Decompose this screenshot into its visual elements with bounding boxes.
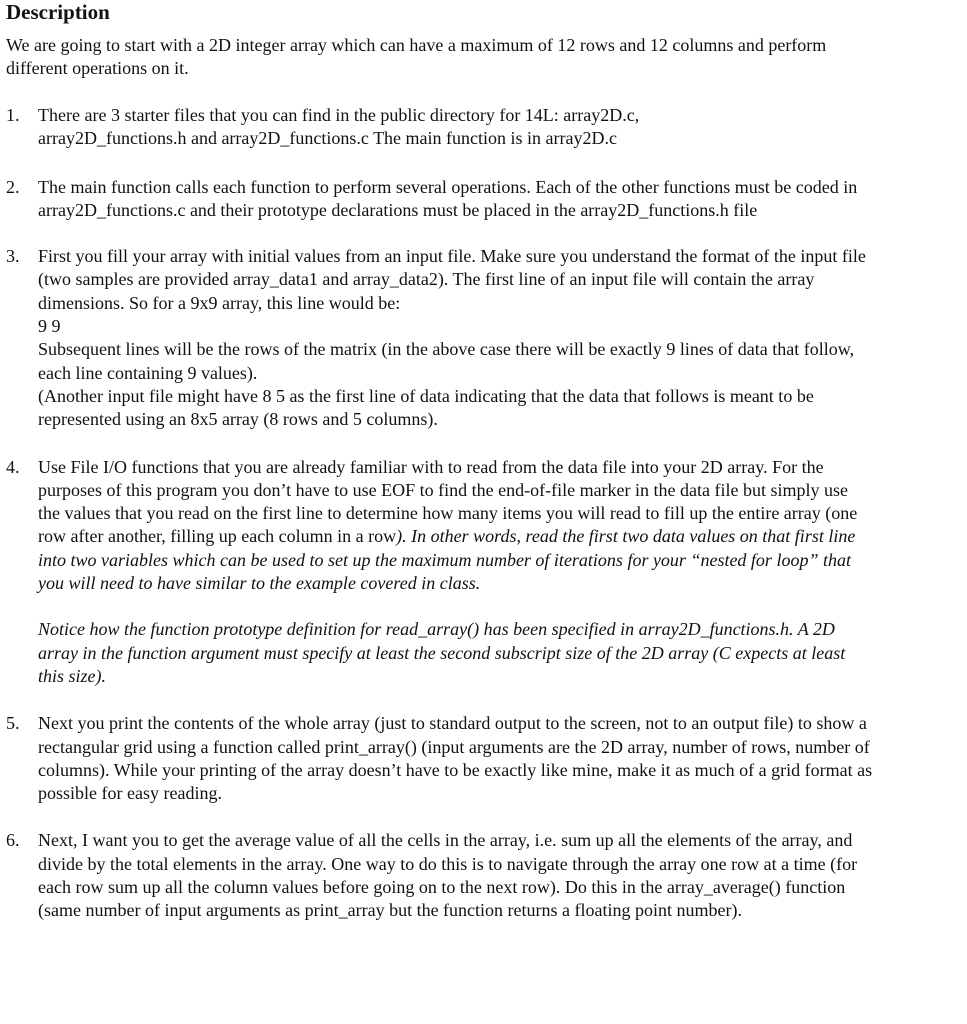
item-number: 1. xyxy=(6,105,20,125)
item-number: 2. xyxy=(6,176,20,197)
item-note xyxy=(38,618,864,688)
item-text: Next, I want you to get the average value of all the cells in the array, i.e. sum up all the elements of the array, and divide by the total elements in the array. One way to do this is to navigate through the array one row at a time (for each row sum up all the column values before going on to the next row). Do this in the array_average() function (same number of input arguments as print_array but the function returns a floating point number). xyxy=(38,830,858,921)
item-number: 4. xyxy=(6,456,20,477)
list-item-4 xyxy=(6,456,898,689)
dimension-example: 9 9 xyxy=(38,316,61,337)
list-item-1 xyxy=(6,104,898,151)
list-item-2 xyxy=(6,176,898,223)
item-text: Next you print the contents of the whole array (just to standard output to the screen, not to an output file) to show a rectangular grid using a function called print_array() (input arguments are the 2D array, number of rows, number of columns). While your printing of the array doesn’t have to be exactly like mine, make it as much of a grid format as possible for easy reading. xyxy=(38,713,873,804)
item-text: The main function calls each function to perform several operations. Each of the other functions must be coded in array2D_functions.c and their prototype declarations must be placed in the array2D_functions.h file xyxy=(38,176,858,220)
item-text: There are 3 starter files that you can find in the public directory for 14L: array2D.c, array2D_functions.h and array2D_functions.c The main function is in array2D.c xyxy=(38,105,640,149)
list-item-3 xyxy=(6,245,898,431)
description-heading: Description xyxy=(6,0,110,24)
item-note-italic: Notice how the function prototype definition for read_array() has been specified in array2D_functions.h. A 2D array in the function argument must specify at least the second subscript size of the 2D array (C expects at least this size). xyxy=(38,619,846,686)
item-number: 5. xyxy=(6,713,20,734)
instruction-list xyxy=(6,104,967,923)
list-item-6 xyxy=(6,829,898,922)
intro-paragraph: We are going to start with a 2D integer array which can have a maximum of 12 rows and 12 columns and perform different operations on it. xyxy=(6,35,827,78)
item-text xyxy=(38,456,864,596)
item-number: 3. xyxy=(6,246,20,267)
item-text: (Another input file might have 8 5 as the first line of data indicating that the data that follows is meant to be represented using an 8x5 array (8 rows and 5 columns). xyxy=(38,385,814,430)
item-text-plain: Use File I/O functions that you are already familiar with to read from the data file into your 2D array. For the purposes of this program you don’t have to use EOF to find the end-of-file marker in the data file but simply use the values that you read on the first line to determine how many items you will read to fill up the entire array (one row after another, filling up each column in a row xyxy=(38,456,858,547)
item-number: 6. xyxy=(6,830,20,851)
item-text: Subsequent lines will be the rows of the matrix (in the above case there will be exactly 9 lines of data that follow, each line containing 9 values). xyxy=(38,339,855,383)
item-text: First you fill your array with initial values from an input file. Make sure you understand the format of the input file (two samples are provided array_data1 and array_data2). The first line of an input file will contain the array dimensions. So for a 9x9 array, this line would be: xyxy=(38,246,866,313)
item-text-italic: ). In other words, read the first two data values on that first line into two variables which can be used to set up the maximum number of iterations for your “nested for loop” that you will need to have similar to the example covered in class. xyxy=(38,526,856,594)
list-item-5 xyxy=(6,712,898,805)
